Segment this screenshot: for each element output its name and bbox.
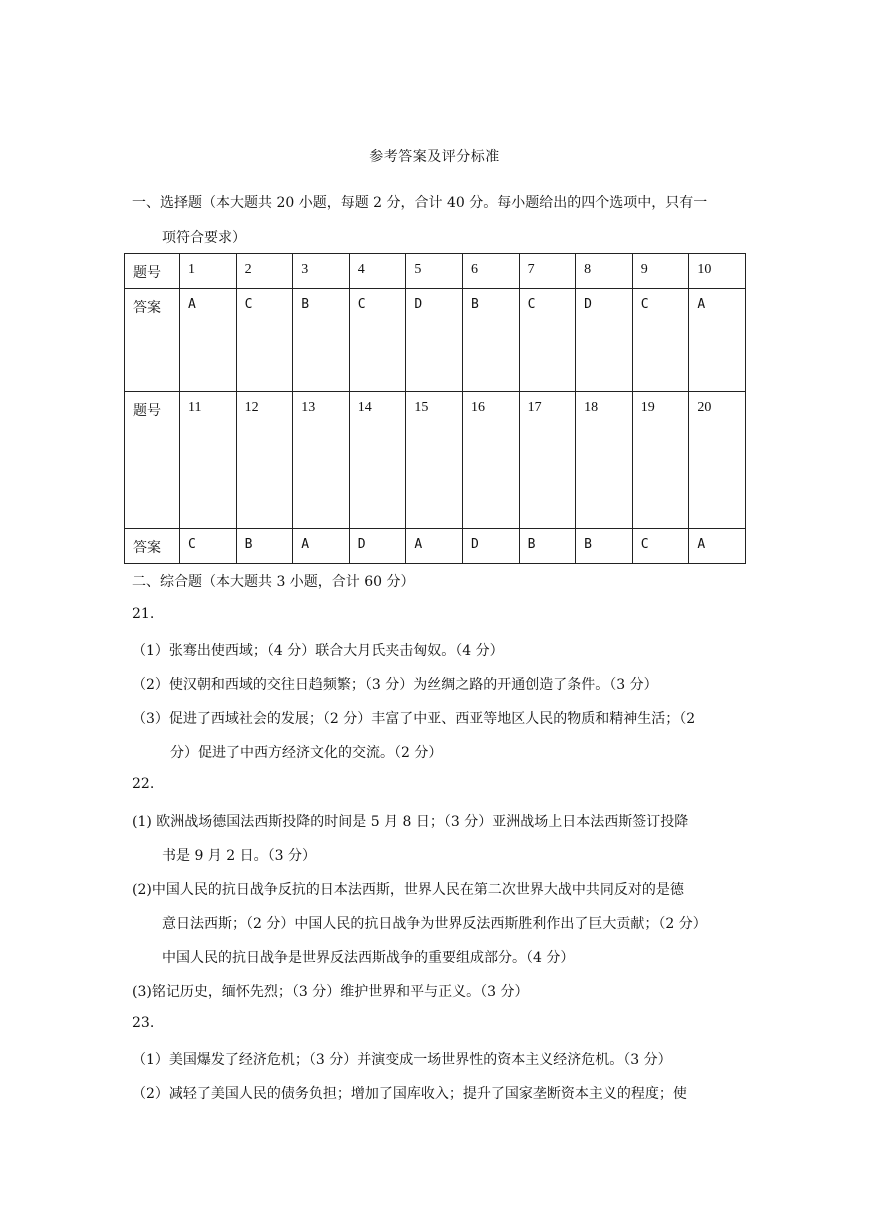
answer-cell: A (406, 529, 463, 564)
question-number: 2 (236, 254, 293, 289)
answer-table (124, 253, 746, 564)
answer-cell: D (349, 529, 406, 564)
table-row (125, 289, 746, 392)
q21-answer-1: （1）张骞出使西域；（4 分）联合大月氏夹击匈奴。（4 分） (132, 643, 504, 659)
q21-answer-3: （3）促进了西域社会的发展；（2 分）丰富了中亚、西亚等地区人民的物质和精神生活；（2 (132, 711, 696, 727)
section1-heading-cont: 项符合要求） (162, 230, 246, 246)
question-number: 11 (180, 392, 237, 529)
question-number-label: 题号 (125, 392, 180, 529)
question-number: 13 (293, 392, 350, 529)
question-number: 20 (689, 392, 746, 529)
question-number: 9 (632, 254, 689, 289)
answer-cell: D (406, 289, 463, 392)
question-number: 6 (462, 254, 519, 289)
answer-cell: C (519, 289, 576, 392)
answer-cell: B (576, 529, 633, 564)
page-title: 参考答案及评分标准 (369, 149, 500, 165)
question-21-number: 21. (132, 606, 155, 622)
q23-answer-2: （2）减轻了美国人民的债务负担；增加了国库收入；提升了国家垄断资本主义的程度；使 (132, 1086, 687, 1102)
q21-answer-3-cont: 分）促进了中西方经济文化的交流。（2 分） (170, 745, 443, 761)
table-row (125, 529, 746, 564)
question-number: 17 (519, 392, 576, 529)
question-number: 14 (349, 392, 406, 529)
question-number: 12 (236, 392, 293, 529)
answer-cell: D (462, 529, 519, 564)
answer-cell: A (689, 289, 746, 392)
question-number-label: 题号 (125, 254, 180, 289)
question-23-number: 23. (132, 1015, 155, 1031)
table-row (125, 254, 746, 289)
answer-label: 答案 (125, 529, 180, 564)
answer-cell: C (632, 529, 689, 564)
answer-cell: C (632, 289, 689, 392)
q22-answer-1: (1) 欧洲战场德国法西斯投降的时间是 5 月 8 日；（3 分）亚洲战场上日本法西斯签订投降 (132, 814, 689, 830)
question-number: 19 (632, 392, 689, 529)
answer-cell: C (349, 289, 406, 392)
answer-cell: B (462, 289, 519, 392)
section1-heading: 一、选择题（本大题共 20 小题，每题 2 分，合计 40 分。每小题给出的四个选项中，只有一 (132, 195, 708, 211)
table-row (125, 392, 746, 529)
section2-heading: 二、综合题（本大题共 3 小题，合计 60 分） (132, 574, 415, 590)
question-number: 18 (576, 392, 633, 529)
answer-cell: B (293, 289, 350, 392)
question-number: 10 (689, 254, 746, 289)
question-number: 4 (349, 254, 406, 289)
answer-cell: C (236, 289, 293, 392)
answer-cell: B (236, 529, 293, 564)
question-number: 8 (576, 254, 633, 289)
question-number: 7 (519, 254, 576, 289)
q22-answer-2-cont: 意日法西斯；（2 分）中国人民的抗日战争为世界反法西斯胜利作出了巨大贡献；（2 分） (162, 916, 707, 932)
question-22-number: 22. (132, 776, 155, 792)
answer-cell: A (689, 529, 746, 564)
answer-label: 答案 (125, 289, 180, 392)
q21-answer-2: （2）使汉朝和西域的交往日趋频繁；（3 分）为丝绸之路的开通创造了条件。（3 分） (132, 677, 658, 693)
q22-answer-3: (3)铭记历史，缅怀先烈；（3 分）维护世界和平与正义。（3 分） (132, 984, 529, 1000)
answer-cell: A (293, 529, 350, 564)
question-number: 1 (180, 254, 237, 289)
answer-cell: D (576, 289, 633, 392)
q23-answer-1: （1）美国爆发了经济危机；（3 分）并演变成一场世界性的资本主义经济危机。（3 分） (132, 1052, 672, 1068)
answer-cell: A (180, 289, 237, 392)
q22-answer-2: (2)中国人民的抗日战争反抗的日本法西斯，世界人民在第二次世界大战中共同反对的是德 (132, 882, 684, 898)
answer-cell: B (519, 529, 576, 564)
q22-answer-1-cont: 书是 9 月 2 日。（3 分） (162, 848, 316, 864)
answer-cell: C (180, 529, 237, 564)
question-number: 16 (462, 392, 519, 529)
question-number: 3 (293, 254, 350, 289)
question-number: 15 (406, 392, 463, 529)
question-number: 5 (406, 254, 463, 289)
q22-answer-2-cont2: 中国人民的抗日战争是世界反法西斯战争的重要组成部分。（4 分） (162, 950, 575, 966)
